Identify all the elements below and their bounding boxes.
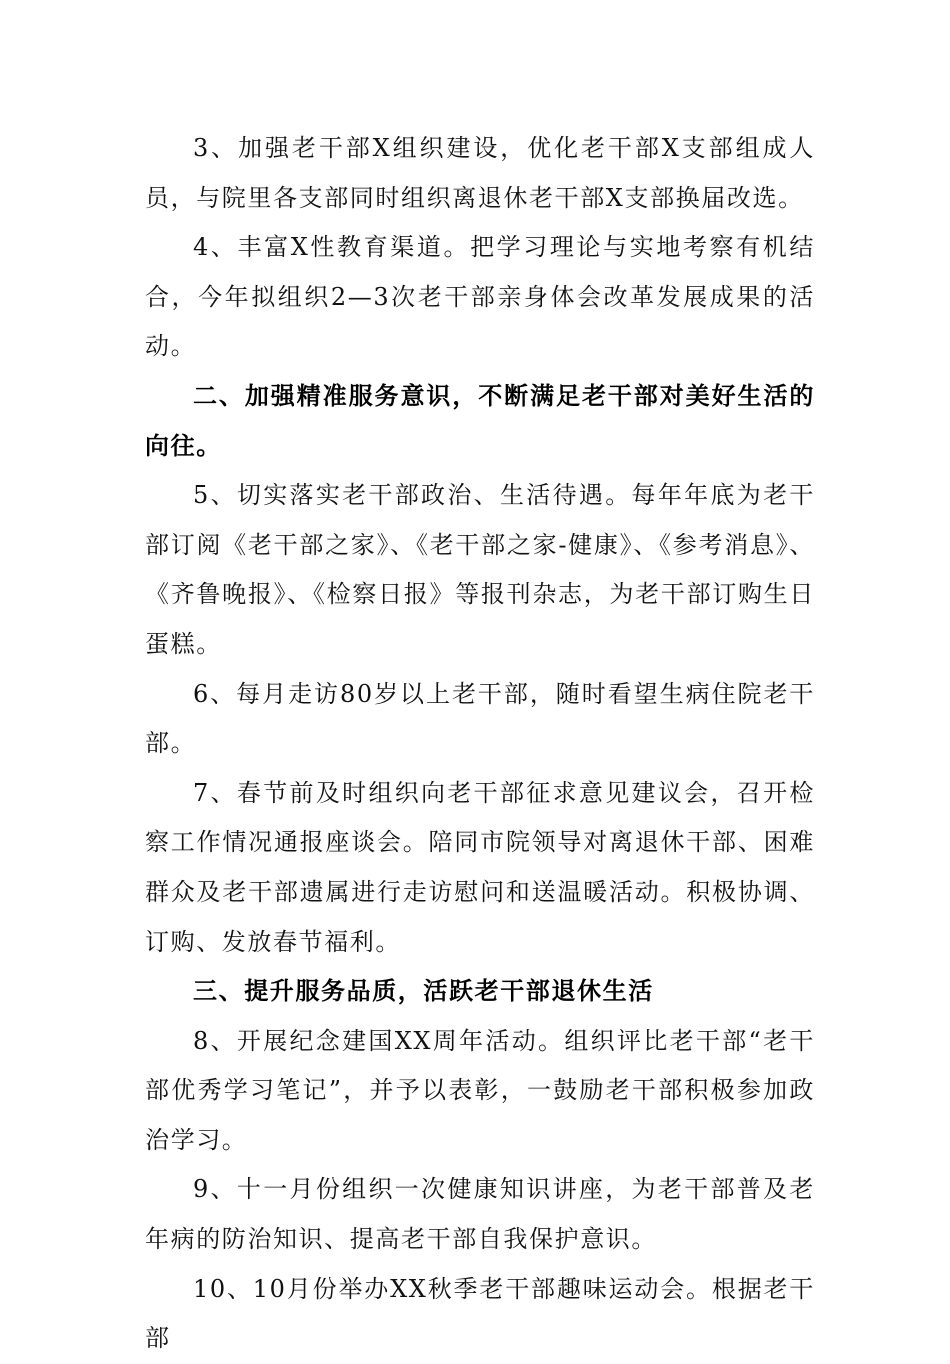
section-heading-2: 二、加强精准服务意识，不断满足老干部对美好生活的向往。 [145, 381, 815, 460]
paragraph-item-5: 5、切实落实老干部政治、生活待遇。每年年底为老干部订阅《老干部之家》、《老干部之家-健康》、《参考消息》、《齐鲁晚报》、《检察日报》等报刊杂志，为老干部订购生日蛋糕。 [145, 481, 815, 658]
section-heading-3: 三、提升服务品质，活跃老干部退休生活 [193, 977, 654, 1006]
paragraph-item-10: 10、10月份举办XX秋季老干部趣味运动会。根据老干部 [145, 1274, 815, 1353]
paragraph-item-6: 6、每月走访80岁以上老干部，随时看望生病住院老干部。 [145, 679, 815, 758]
paragraph-item-4: 4、丰富X性教育渠道。把学习理论与实地考察有机结合，今年拟组织2—3次老干部亲身体会改革发展成果的活动。 [145, 233, 815, 361]
paragraph-item-3: 3、加强老干部X组织建设，优化老干部X支部组成人员，与院里各支部同时组织离退休老干部X支部换届改选。 [145, 134, 815, 212]
paragraph-item-8: 8、开展纪念建国XX周年活动。组织评比老干部“老干部优秀学习笔记”，并予以表彰，一鼓励老干部积极参加政治学习。 [145, 1026, 815, 1154]
paragraph-item-7: 7、春节前及时组织向老干部征求意见建议会，召开检察工作情况通报座谈会。陪同市院领导对离退休干部、困难群众及老干部遗属进行走访慰问和送温暖活动。积极协调、订购、发放春节福利。 [145, 778, 815, 956]
document-body [145, 124, 815, 1364]
paragraph-item-9: 9、十一月份组织一次健康知识讲座，为老干部普及老年病的防治知识、提高老干部自我保护意识。 [145, 1175, 815, 1254]
